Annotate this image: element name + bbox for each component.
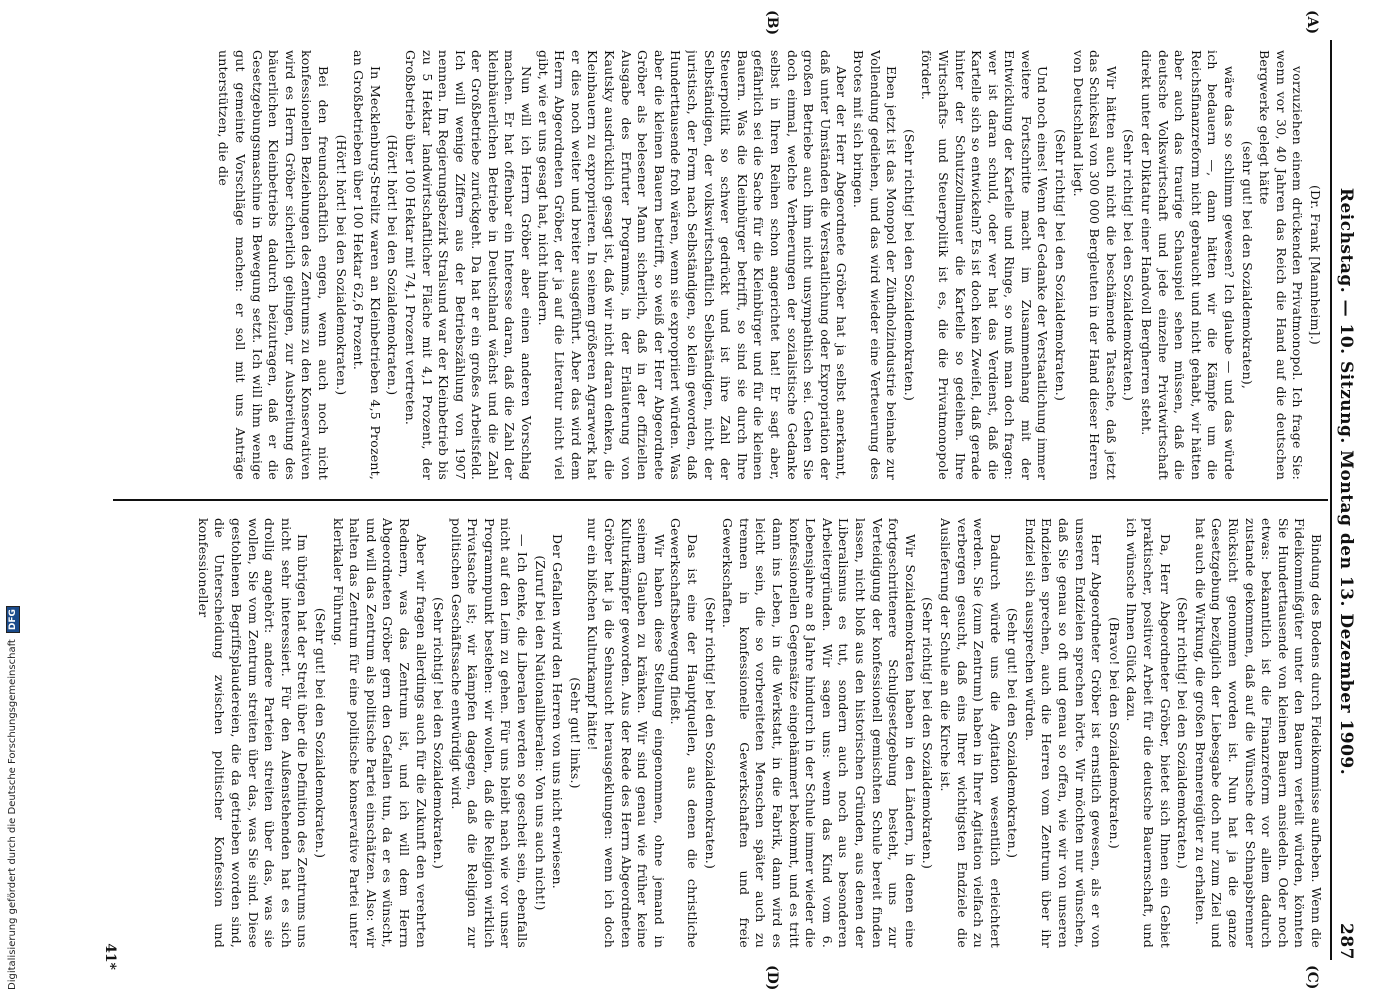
margin-mark-c: (C): [1304, 965, 1320, 990]
right-text-column: [109, 518, 1324, 948]
reaction-note: (Hört! hört! bei den Sozialdemokraten.): [385, 134, 401, 396]
paragraph: Das ist eine der Hauptquellen, aus denen die christliche Gewerkschaftsbewegung fließt.: [668, 518, 701, 948]
paragraph: wäre das so schlimm gewesen? Ich glaube — und das würde ich bedauern —, dann hätten wir die Kämpfe um die Reichsfinanzreform nicht gebraucht und nicht gehabt, wir hätten aber auch das traurige Schauspiel sehen müssen, daß die deutsche Volkswirtschaft und jede einzelne Privatwirtschaft direkt unter der Diktatur einer Handvoll Bergherren steht.: [1139, 50, 1238, 480]
reaction-note: (Sehr gut! bei den Sozialdemokraten.): [312, 607, 328, 859]
margin-mark-d: (D): [764, 965, 780, 991]
left-text-column: [109, 50, 1324, 480]
paragraph: — Ich denke, die Liberalen werden so gescheit sein, ebenfalls nicht auf den Leim zu gehen. Für uns bleibt nach wie vor unser Programmpunkt bestehen: wir wollen, daß die Religion wirklich Privatsache ist; wir kämpfen dagegen, daß die Religion zur politischen Geschäftssache entwürdigt wird.: [448, 518, 531, 948]
paragraph: Und noch eines! Wenn der Gedanke der Verstaatlichung immer weitere Fortschritte macht im Zusammenhang mit der Entwicklung der Kartelle und Ringe, so muß man doch fragen: wer ist daran schuld, oder wer hat das Verdienst, daß die Kartelle sich so entwickeln? Es ist doch kein Zweifel, daß gerade hinter der Schutzzollmauer die Kartelle so gedeihen. Ihre Wirtschafts- und Steuerpolitik ist es, die die Privatmonopole fördert.: [919, 50, 1051, 480]
running-head: [1336, 40, 1370, 960]
reaction-note: (Sehr richtig! bei den Sozialdemokraten.): [1053, 128, 1069, 402]
reaction-note: (sehr gut! bei den Sozialdemokraten),: [1239, 140, 1255, 390]
paragraph: Eben jetzt ist das Monopol der Zündholzindustrie beinahe zur Vollendung gediehen, und das wird wieder eine Verteuerung des Brotes mit sich bringen.: [850, 50, 900, 480]
column-divider: [113, 499, 1328, 501]
margin-mark-a: (A): [1304, 10, 1320, 35]
reaction-note: (Sehr richtig! bei den Sozialdemokraten.): [920, 596, 936, 870]
paragraph: Da, Herr Abgeordneter Gröber, bietet sich Ihnen ein Gebiet praktischer, positiver Arbeit für die deutsche Bauernschaft, und ich wünsche Ihnen Glück dazu.: [1124, 518, 1173, 948]
page-signature: 41*: [102, 943, 118, 970]
reaction-note: (Sehr richtig! bei den Sozialdemokraten.): [1175, 596, 1191, 870]
reaction-note: (Zuruf bei den Nationalliberalen: Von uns auch nicht!): [532, 555, 548, 911]
paragraph: Bei den freundschaftlich engen, wenn auch noch nicht konfessionellen Beziehungen des Zentrums zu den Konservativen wird es Herrn Gröber sicherlich gelingen, zur Ausbreitung des bäuerlichen Kleinbetriebs dadurch beizutragen, daß er die Gesetzgebungsmaschine in Bewegung setzt. Ich will ihm wenige gut gemeinte Vorschläge machen: er soll mit uns Anträge unterstützen, die die: [216, 50, 331, 480]
paragraph: Wir haben diese Stellung eingenommen, ohne jemand in seinem Glauben zu kränken. Wir sind genau wie früher keine Kulturkämpfer geworden. Aus der Rede des Herrn Abgeordneten Gröber hat ja die Sehnsucht herausgeklungen: wenn ich doch nur ein bißchen Kulturkampf hätte!: [585, 518, 667, 948]
paragraph: Der Gefallen wird den Herren von uns nicht erwiesen.: [550, 534, 566, 889]
paragraph: Herr Abgeordneter Gröber ist ernstlich gewesen, als er von unseren Endzielen sprechen hörte. Wir möchten nur wünschen, daß Sie genau so oft und genau so offen, wie wir von unseren Endzielen sprechen, auch die Herren vom Zentrum über ihr Endziel sich aussprechen würden.: [1022, 518, 1105, 948]
reaction-note: (Sehr richtig! bei den Sozialdemokraten.): [702, 596, 718, 870]
reaction-note: (Sehr gut! bei den Sozialdemokraten.): [1005, 607, 1021, 859]
reaction-note: (Sehr richtig! bei den Sozialdemokraten.): [901, 128, 917, 402]
speaker-label: (Dr. Frank [Mannheim].): [1308, 184, 1323, 345]
reaction-note: (Sehr gut! links.): [567, 677, 583, 789]
paragraph: Wir Sozialdemokraten haben in den Ländern, in denen eine fortgeschrittenere Schulgesetzgebung besteht, uns zur Verteidigung der konfessionell gemischten Schule bereit finden lassen, nicht bloß aus den historischen Gründen, aus denen der Liberalismus es tut, sondern auch noch aus besonderen Arbeitergründen. Wir sagen uns: wenn das Kind vom 6. Lebensjahre an 8 Jahre hindurch in der Schule immer wieder die konfessionellen Gegensätze eingehämmert bekommt, und es tritt dann ins Leben, in die Werkstatt, in die Fabrik, dann wird es leicht sein, die so vorbereiteten Menschen später auch zu trennen in konfessionelle Gewerkschaften und freie Gewerkschaften.: [720, 518, 918, 948]
digitization-notice-text: Digitalisierung gefördert durch die Deutsche Forschungsgemeinschaft: [7, 639, 18, 990]
paragraph: Aber wir fragen allerdings auch für die Zukunft den verehrten Rednern, was das Zentrum ist, und ich will dem Herrn Abgeordneten Gröber gern den Gefallen tun, da er es wünscht, und will das Zentrum als politische Partei einschätzen. Also: wir halten das Zentrum für eine politische konservative Partei unter klerikaler Führung.: [330, 518, 429, 948]
reaction-note: (Hört! hört! bei den Sozialdemokraten.): [333, 134, 349, 396]
digitization-stripe: [0, 0, 22, 1000]
paragraph: Dadurch würde uns die Agitation wesentlich erleichtert werden. Sie (zum Zentrum) haben in Ihrer Agitation vielfach zu verbergen gesucht, daß eins Ihrer wichtigsten Endziele die Auslieferung der Schule an die Kirche ist.: [937, 518, 1003, 948]
reaction-note: (Bravo! bei den Sozialdemokraten.): [1106, 617, 1122, 849]
dfg-logo: DFG: [6, 606, 20, 633]
reaction-note: (Sehr richtig! bei den Sozialdemokraten.): [1121, 128, 1137, 402]
paragraph: Nun will ich Herrn Gröber aber einen anderen Vorschlag machen. Er hat offenbar ein Interesse daran, daß die Zahl der kleinbäuerlichen Betriebe in Deutschland wächst und die Zahl der Großbetriebe zurückgeht. Da hat er ein großes Arbeitsfeld. Ich will wenige Ziffern aus der Betriebszählung von 1907 nennen. Im Regierungsbezirk Stralsund war der Kleinbetrieb bis zu 5 Hektar landwirtschaftlicher Fläche mit 4,1 Prozent, der Großbetrieb über 100 Hektar mit 74,1 Prozent vertreten.: [402, 50, 535, 480]
header-rule: [1330, 40, 1332, 960]
digitization-notice: [2, 0, 24, 990]
document-page: [40, 0, 1380, 1000]
paragraph: Im übrigen hat der Streit über die Definition des Zentrums uns nicht sehr interessiert. Für den Außenstehenden hat es sich drollig angehört: andere Parteien streiten über das, was sie wollen, Sie vom Zentrum streiten über das, was Sie sind. Diese gestohlenen Begriffsplaudereien, die da getrieben worden sind, die Unterscheidung zwischen politischer Konfession und konfessioneller: [195, 518, 311, 948]
reaction-note: (Sehr richtig! bei den Sozialdemokraten.): [431, 596, 447, 870]
paragraph: Aber der Herr Abgeordnete Gröber hat ja selbst anerkannt, daß unter Umständen die Verstaatlichung oder Expropriation der großen Betriebe auch ihm nicht unsympathisch sei. Gehen Sie doch einmal, welche Verheerungen der sozialistische Gedanke selbst in Ihren Reihen schon angerichtet hat! Er sagt aber, gefährlich sei die Sache für die Kleinbürger und für die kleinen Bauern. Was die Kleinbürger betrifft, so sind sie durch Ihre Steuerpolitik so schwer gedrückt und ist ihre Zahl der Selbständigen, der volkswirtschaftlich Selbständigen, nicht der juristisch, der Form nach Selbständigen, so klein geworden, daß Hunderttausende froh wären, wenn sie expropriiert würden. Was aber die kleinen Bauern betrifft, so weiß der Herr Abgeordnete Gröber als belesener Mann sicherlich, daß in der offiziellen Ausgabe des Erfurter Programms, in der Erläuterung von Kautsky ausdrücklich gesagt ist, daß wir nicht daran denken, die Kleinbauern zu expropriieren. In seinem größeren Agrarwerk hat er dies noch weiter und breiter ausgeführt. Aber das wird dem Herrn Abgeordneten Gröber, der ja auf die Literatur nicht viel gibt, wie er uns gesagt hat, nicht hindern.: [535, 50, 850, 480]
page-header-title: Reichstag. — 10. Sitzung. Montag den 13. Dezember 1909.: [1336, 187, 1356, 776]
paragraph: Wir hätten auch nicht die beschämende Tatsache, daß jetzt das Schicksal von 300 000 Bergleuten in der Hand dieser Herren von Deutschland liegt.: [1070, 50, 1119, 480]
paragraph: vorzuziehen einem drückenden Privatmonopol. Ich frage Sie: wenn vor 30, 40 Jahren das Reich die Hand auf die deutschen Bergwerke gelegt hätte: [1257, 50, 1306, 480]
page-number: 287: [1336, 923, 1356, 960]
margin-mark-b: (B): [764, 10, 780, 36]
paragraph: Bindung des Bodens durch Fideikommisse aufheben. Wenn die Fideikommißgüter unter den Bauern verteilt würden, könnten Sie Hunderttausende von kleinen Bauern ansiedeln. Oder noch etwas: bekanntlich ist die Finanzreform vor allem dadurch zustande gekommen, daß auf die Wünsche der Schnapsbrenner Rücksicht genommen worden ist. Nun hat ja die ganze Gesetzgebung bezüglich der Liebesgabe doch nur zum Ziel und hat auch die Wirkung, die großen Brennereigüter zu erhalten.: [1192, 518, 1324, 948]
paragraph: In Mecklenburg-Strelitz waren an Kleinbetrieben 4,5 Prozent, an Großbetrieben über 100 Hektar 62,6 Prozent.: [351, 50, 383, 480]
